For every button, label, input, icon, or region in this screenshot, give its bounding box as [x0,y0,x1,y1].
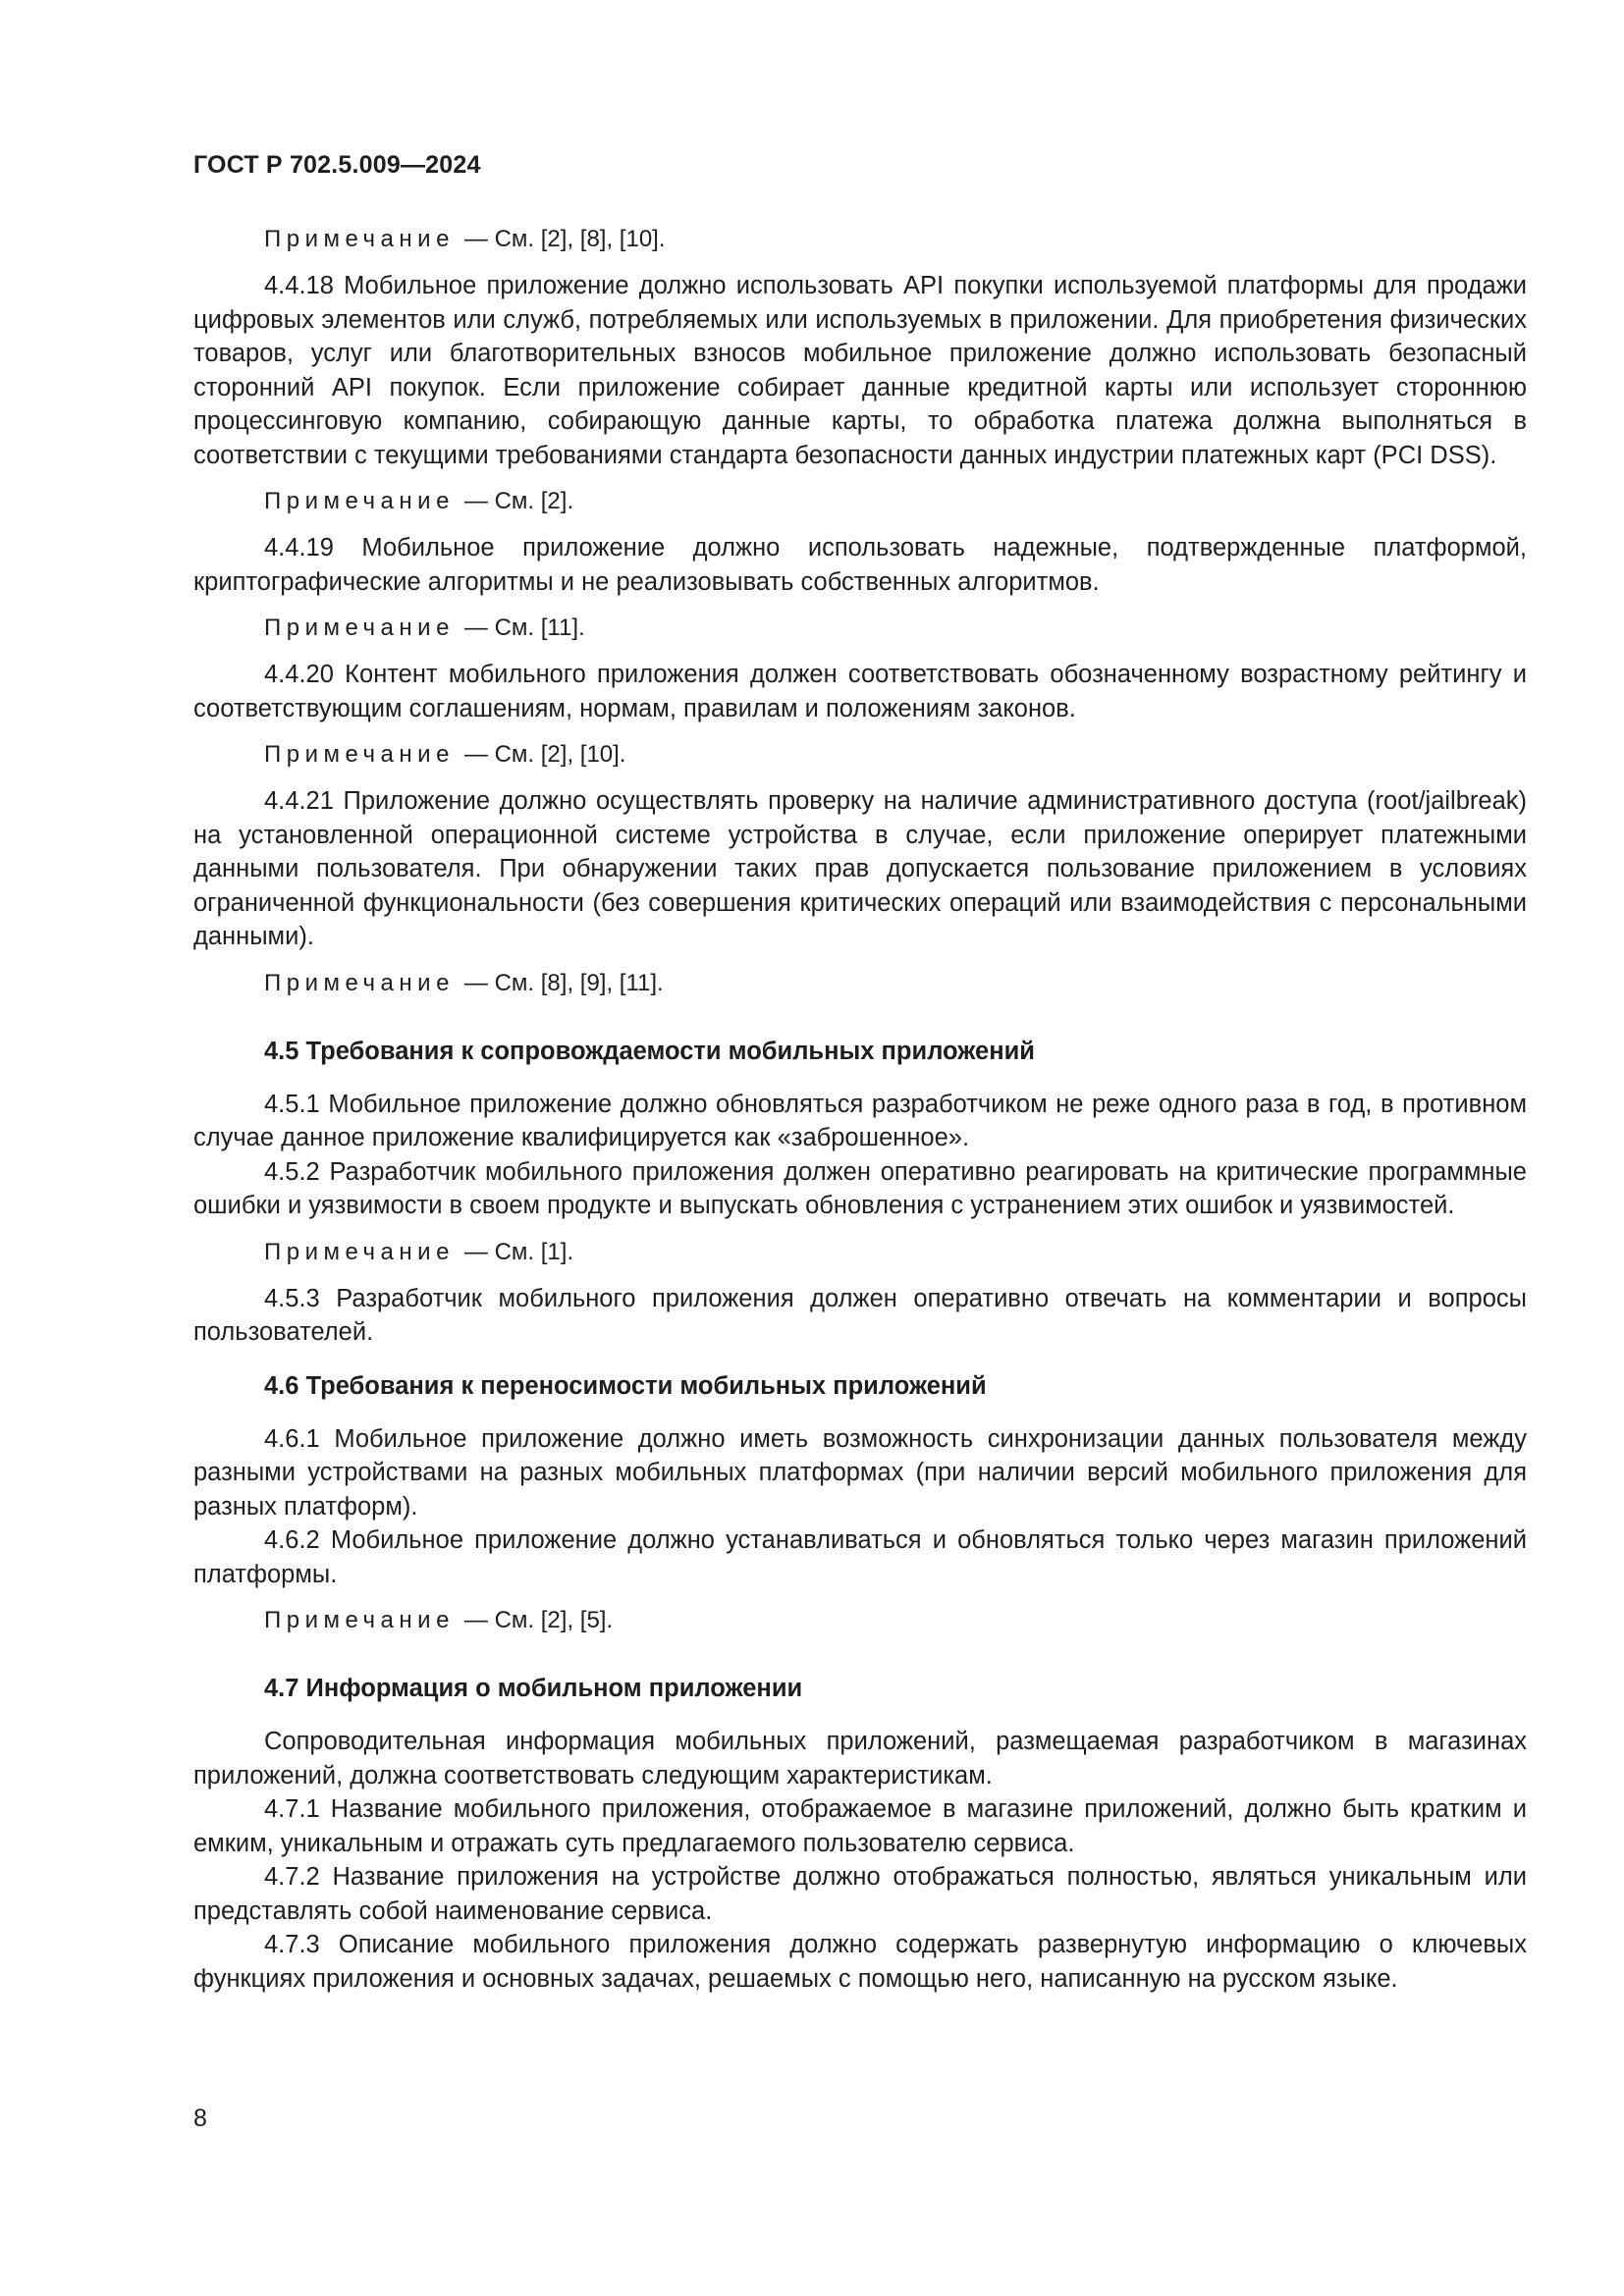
note [193,613,1527,644]
section-heading-4-5: 4.5 Требования к сопровождаемости мобильных приложений [264,1037,1035,1065]
note-text: — См. [2], [10]. [463,741,626,768]
page-number: 8 [193,2105,207,2132]
note-text: — См. [2], [5]. [463,1607,614,1633]
note-text: — См. [2], [8], [10]. [463,226,666,252]
paragraph-4-5-1: 4.5.1 Мобильное приложение должно обновляться разработчиком не реже одного раза в год, в противном случае данное приложение квалифицируется как «заброшенное». [193,1090,1527,1151]
note-label: Примечание [264,1238,455,1265]
paragraph-4-5-2: 4.5.2 Разработчик мобильного приложения должен оперативно реагировать на критические программные ошибки и уязвимости в своем продукте и выпускать обновления с устранением этих ошибок и уязвимостей. [193,1157,1527,1219]
paragraph-4-6-2: 4.6.2 Мобильное приложение должно устанавливаться и обновляться только через магазин приложений платформы. [193,1526,1527,1588]
page-content [193,224,1527,1996]
note [193,968,1527,999]
paragraph-4-5-3: 4.5.3 Разработчик мобильного приложения должен оперативно отвечать на комментарии и вопросы пользователей. [193,1284,1527,1346]
document-code-header: ГОСТ Р 702.5.009—2024 [193,151,481,179]
note [193,224,1527,255]
note-label: Примечание [264,226,455,252]
paragraph-4-7-3: 4.7.3 Описание мобильного приложения должно содержать развернутую информацию о ключевых функциях приложения и основных задачах, решаемых с помощью него, написанную на русском языке. [193,1931,1527,1993]
paragraph-4-6-1: 4.6.1 Мобильное приложение должно иметь возможность синхронизации данных пользователя между разными устройствами на разных мобильных платформах (при наличии версий мобильного приложения для разных платформ). [193,1424,1527,1521]
paragraph-4-4-18: 4.4.18 Мобильное приложение должно использовать API покупки используемой платформы для продажи цифровых элементов или служб, потребляемых или используемых в приложении. Для приобретения физических товаров, услуг или благотворительных взносов мобильное приложение должно использовать безопасный сторонний API покупок. Если приложение собирает данные кредитной карты или использует стороннюю процессинговую компанию, собирающую данные карты, то обработка платежа должна выполняться в соответствии с текущими требованиями стандарта безопасности данных индустрии платежных карт (PCI DSS). [193,272,1527,469]
section-heading-4-6: 4.6 Требования к переносимости мобильных приложений [264,1371,987,1400]
note-text: — См. [2]. [463,488,574,514]
paragraph-4-7-2: 4.7.2 Название приложения на устройстве должно отображаться полностью, являться уникальным или представлять собой наименование сервиса. [193,1863,1527,1925]
note-label: Примечание [264,741,455,768]
note-label: Примечание [264,614,455,641]
note-label: Примечание [264,488,455,514]
note-text: — См. [11]. [463,614,585,641]
paragraph-4-4-20: 4.4.20 Контент мобильного приложения должен соответствовать обозначенному возрастному рейтингу и соответствующим соглашениям, нормам, правилам и положениям законов. [193,661,1527,722]
note-text: — См. [8], [9], [11]. [463,969,664,996]
note-label: Примечание [264,969,455,996]
note-text: — См. [1]. [463,1238,574,1265]
paragraph-4-4-19: 4.4.19 Мобильное приложение должно использовать надежные, подтвержденные платформой, криптографические алгоритмы и не реализовывать собственных алгоритмов. [193,534,1527,596]
note [193,1237,1527,1268]
note [193,1605,1527,1636]
section-heading-4-7: 4.7 Информация о мобильном приложении [264,1675,803,1702]
paragraph-4-4-21: 4.4.21 Приложение должно осуществлять проверку на наличие административного доступа (root/jailbreak) на установленной операционной системе устройства в случае, если приложение оперирует платежными данными пользователя. При обнаружении таких прав допускается пользование приложением в условиях ограниченной функциональности (без совершения критических операций или взаимодействия с персональными данными). [193,787,1527,950]
paragraph-4-7-intro: Сопроводительная информация мобильных приложений, размещаемая разработчиком в магазинах приложений, должна соответствовать следующим характеристикам. [193,1728,1527,1789]
paragraph-4-7-1: 4.7.1 Название мобильного приложения, отображаемое в магазине приложений, должно быть кратким и емким, уникальным и отражать суть предлагаемого пользователю сервиса. [193,1795,1527,1857]
note [193,486,1527,517]
note-label: Примечание [264,1607,455,1633]
note [193,739,1527,771]
